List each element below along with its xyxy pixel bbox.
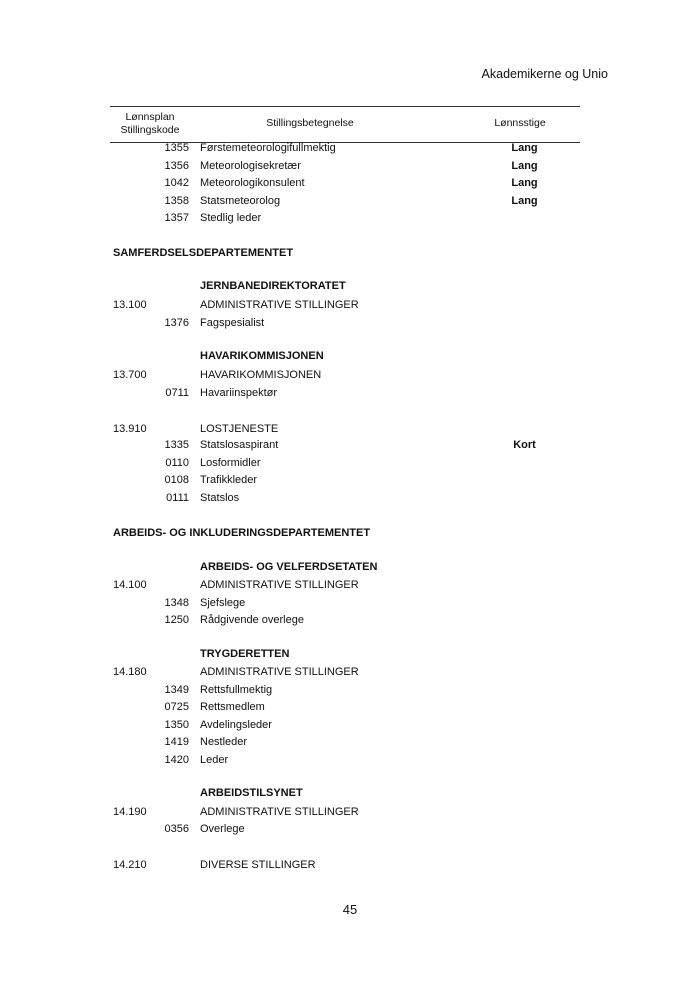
- table-row: [0, 192, 700, 210]
- row-title: Overlege: [200, 823, 245, 835]
- table-row: [0, 681, 700, 699]
- group-title: ADMINISTRATIVE STILLINGER: [200, 806, 359, 818]
- table-row: [0, 820, 700, 838]
- plan-number: 13.910: [113, 423, 147, 435]
- department-heading: ARBEIDS- OG INKLUDERINGSDEPARTEMENTET: [113, 527, 371, 539]
- group-title: ADMINISTRATIVE STILLINGER: [200, 299, 359, 311]
- table-row: [0, 698, 700, 716]
- row-title: Statsmeteorolog: [200, 195, 281, 207]
- plan-number: 14.210: [113, 859, 147, 871]
- agency-heading: JERNBANEDIREKTORATET: [200, 280, 346, 292]
- table-row: [0, 716, 700, 734]
- table-row: [0, 314, 700, 332]
- plan-row: [0, 366, 700, 384]
- page-header: Akademikerne og Unio: [481, 67, 608, 81]
- table-row: [0, 209, 700, 227]
- row-title: Statslos: [200, 492, 240, 504]
- row-title: Statslosaspirant: [200, 439, 279, 451]
- row-code: 1420: [164, 754, 189, 766]
- table-row: [0, 139, 700, 157]
- group-title: DIVERSE STILLINGER: [200, 859, 316, 871]
- row-code: 0110: [165, 457, 189, 469]
- row-code: 1355: [164, 142, 189, 154]
- row-code: 1335: [164, 439, 189, 451]
- col-header-stige: Lønnsstige: [494, 117, 546, 129]
- row-title: Leder: [200, 754, 229, 766]
- row-code: 0111: [166, 492, 189, 504]
- row-title: Losformidler: [200, 457, 261, 469]
- row-code: 1349: [164, 684, 189, 696]
- table-row: [0, 384, 700, 402]
- table-row: [0, 611, 700, 629]
- plan-number: 14.190: [113, 806, 147, 818]
- row-stige: Lang: [511, 160, 538, 172]
- table-row: [0, 454, 700, 472]
- row-title: Meteorologikonsulent: [200, 177, 305, 189]
- row-code: 0108: [164, 474, 189, 486]
- row-title: Fagspesialist: [200, 317, 265, 329]
- row-title: Førstemeteorologifullmektig: [200, 142, 336, 154]
- plan-row: [0, 576, 700, 594]
- department-heading: SAMFERDSELSDEPARTEMENTET: [113, 247, 294, 259]
- plan-row: [0, 663, 700, 681]
- row-code: 1250: [164, 614, 189, 626]
- table-row: [0, 594, 700, 612]
- table-row: [0, 733, 700, 751]
- table-row: [0, 157, 700, 175]
- page-number: 45: [342, 902, 358, 917]
- row-title: Rådgivende overlege: [200, 614, 304, 626]
- agency-heading: ARBEIDS- OG VELFERDSETATEN: [200, 561, 378, 573]
- row-title: Rettsfullmektig: [200, 684, 273, 696]
- row-title: Avdelingsleder: [200, 719, 272, 731]
- group-title: HAVARIKOMMISJONEN: [200, 369, 322, 381]
- table-row: [0, 471, 700, 489]
- plan-number: 13.100: [113, 299, 147, 311]
- row-title: Nestleder: [200, 736, 248, 748]
- row-code: 1358: [164, 195, 189, 207]
- agency-heading: TRYGDERETTEN: [200, 648, 290, 660]
- row-code: 1042: [164, 177, 189, 189]
- row-title: Trafikkleder: [200, 474, 258, 486]
- agency-heading: HAVARIKOMMISJONEN: [200, 350, 324, 362]
- row-code: 0711: [165, 387, 189, 399]
- row-title: Stedlig leder: [200, 212, 262, 224]
- plan-row: [0, 856, 700, 874]
- table-row: [0, 436, 700, 454]
- plan-number: 14.180: [113, 666, 147, 678]
- row-title: Sjefslege: [200, 597, 246, 609]
- group-title: ADMINISTRATIVE STILLINGER: [200, 666, 359, 678]
- row-title: Meteorologisekretær: [200, 160, 301, 172]
- row-code: 1350: [164, 719, 189, 731]
- agency-heading: ARBEIDSTILSYNET: [200, 787, 303, 799]
- col-header-title: Stillingsbetegnelse: [266, 117, 354, 129]
- row-stige: Lang: [511, 142, 538, 154]
- col-header-plan: [110, 111, 190, 137]
- row-stige: Kort: [513, 439, 536, 451]
- table-row: [0, 751, 700, 769]
- plan-number: 13.700: [113, 369, 147, 381]
- row-title: Rettsmedlem: [200, 701, 265, 713]
- row-code: 1348: [164, 597, 189, 609]
- header-rule-top: [110, 106, 580, 107]
- table-row: [0, 489, 700, 507]
- row-stige: Lang: [511, 195, 538, 207]
- group-title: ADMINISTRATIVE STILLINGER: [200, 579, 359, 591]
- table-row: [0, 174, 700, 192]
- row-code: 1419: [164, 736, 189, 748]
- table-header: [110, 105, 580, 143]
- plan-row: [0, 296, 700, 314]
- row-code: 1357: [164, 212, 189, 224]
- col-header-plan-text: Lønnsplan Stillingskode: [120, 111, 180, 136]
- row-code: 1376: [164, 317, 189, 329]
- row-code: 0725: [164, 701, 189, 713]
- plan-row: [0, 803, 700, 821]
- group-title: LOSTJENESTE: [200, 423, 279, 435]
- row-stige: Lang: [511, 177, 538, 189]
- row-code: 0356: [164, 823, 189, 835]
- plan-number: 14.100: [113, 579, 147, 591]
- row-code: 1356: [164, 160, 189, 172]
- row-title: Havariinspektør: [200, 387, 278, 399]
